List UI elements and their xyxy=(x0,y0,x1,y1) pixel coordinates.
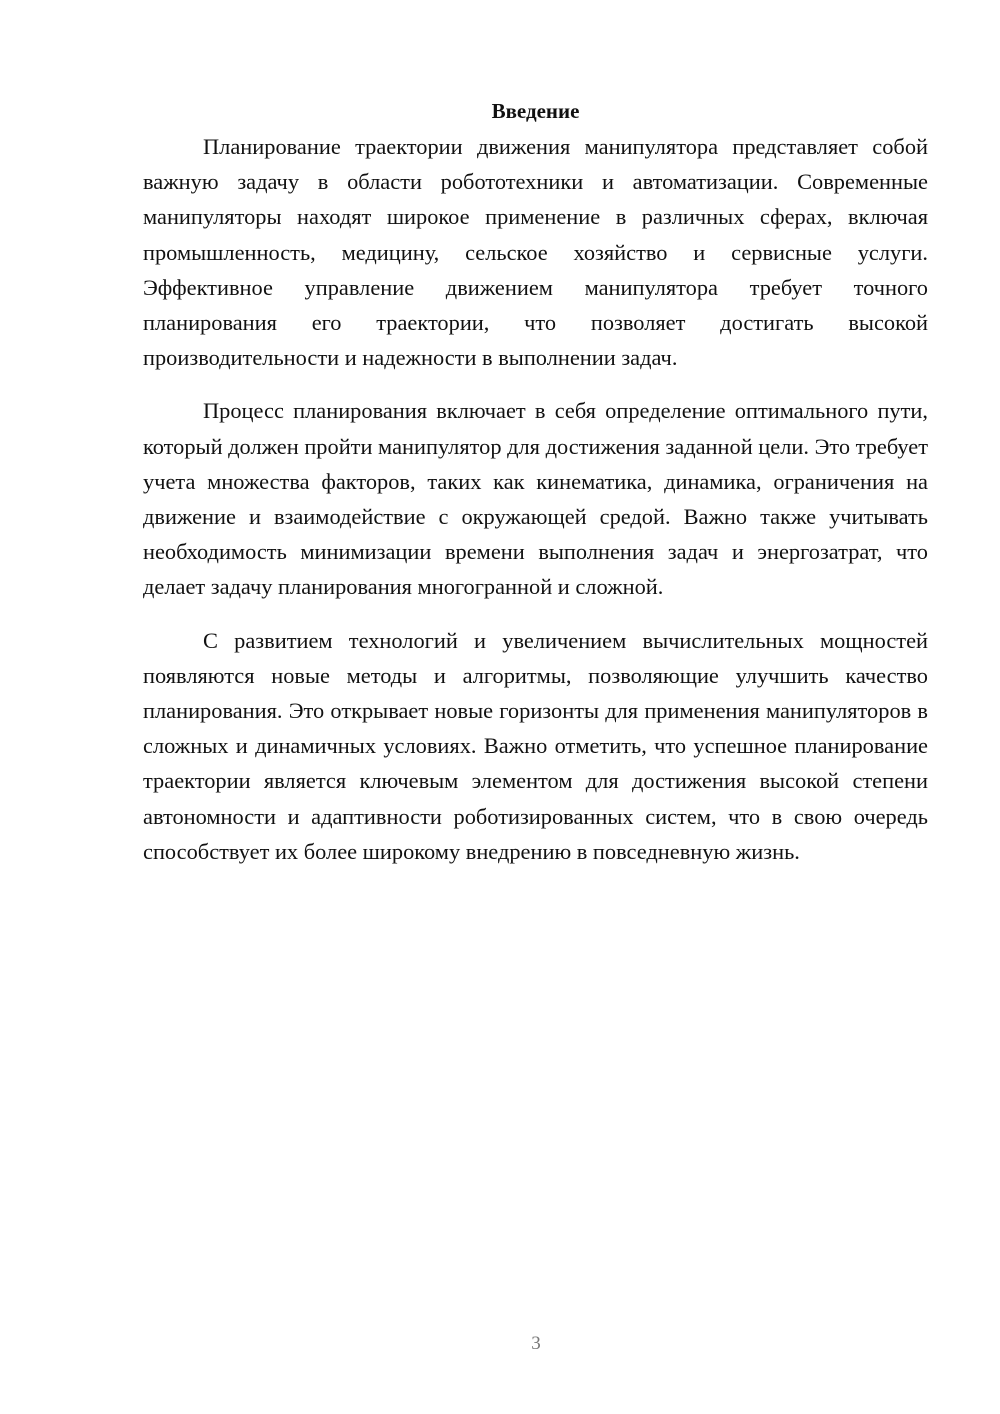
paragraph-1: Планирование траектории движения манипулятора представляет собой важную задачу в области робототехники и автоматизации. Современные манипуляторы находят широкое применение в различных сферах, включая промышленность, медицину, сельское хозяйство и сервисные услуги. Эффективное управление движением манипулятора требует точного планирования его траектории, что позволяет достигать высокой производительности и надежности в выполнении задач. xyxy=(143,134,928,371)
paragraph-3: С развитием технологий и увеличением вычислительных мощностей появляются новые методы и алгоритмы, позволяющие улучшить качество планирования. Это открывает новые горизонты для применения манипуляторов в сложных и динамичных условиях. Важно отметить, что успешное планирование траектории является ключевым элементом для достижения высокой степени автономности и адаптивности роботизированных систем, что в свою очередь способствует их более широкому внедрению в повседневную жизнь. xyxy=(143,627,928,864)
page-content xyxy=(143,96,928,887)
page-number: 3 xyxy=(531,1333,541,1354)
section-title: Введение xyxy=(491,99,580,123)
paragraph-2: Процесс планирования включает в себя определение оптимального пути, который должен пройти манипулятор для достижения заданной цели. Это требует учета множества факторов, таких как кинематика, динамика, ограничения на движение и взаимодействие с окружающей средой. Важно также учитывать необходимость минимизации времени выполнения задач и энергозатрат, что делает задачу планирования многогранной и сложной. xyxy=(143,398,928,600)
